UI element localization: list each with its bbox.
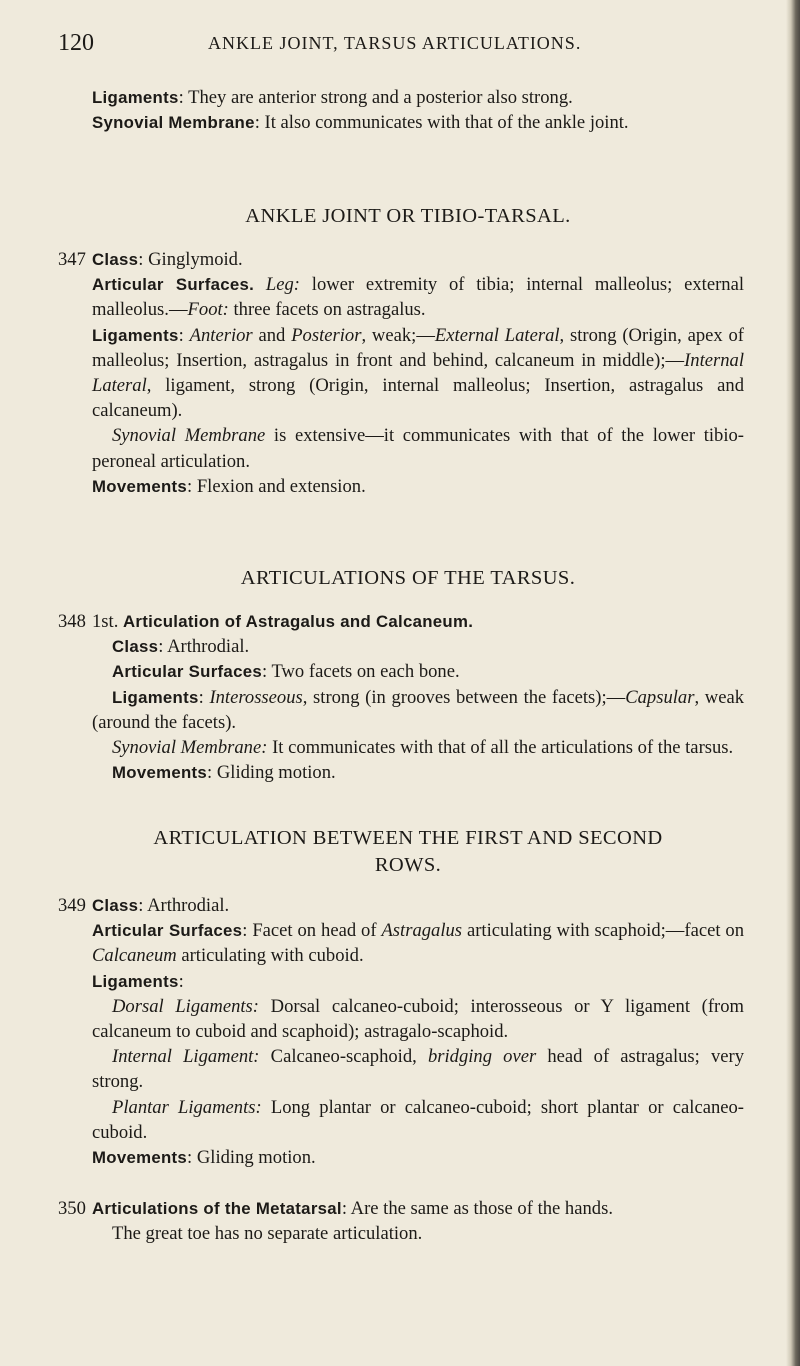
page-edge-shadow <box>786 0 800 1366</box>
class-line: Class: Arthrodial. <box>92 895 230 916</box>
movements-line: Movements: Flexion and extension. <box>92 475 366 497</box>
ligaments-paragraph: Ligaments: Anterior and Posterior, weak;—External Lateral, strong (Origin, apex of malleolus; Insertion, astragalus in front and behind, calcaneum in middle);—Internal Lateral, ligament, strong (Origin, internal malleolus; Insertion, astragalus and calcaneum). <box>92 324 744 422</box>
section-348 <box>58 609 744 785</box>
class-line: Class: Arthrodial. <box>112 636 250 658</box>
articular-surfaces-paragraph: Articular Surfaces. Leg: lower extremity of tibia; internal malleolus; external malleolus.—Foot: three facets on astragalus. <box>92 274 744 321</box>
class-line: Class: Ginglymoid. <box>92 249 243 270</box>
intro-block <box>92 85 744 135</box>
section-number-348: 348 <box>58 611 86 632</box>
intro-ligaments-line: Ligaments: They are anterior strong and a posterior also strong. <box>92 87 573 108</box>
articular-surfaces-line: Articular Surfaces: Two facets on each bone. <box>112 661 460 683</box>
articular-surfaces-paragraph: Articular Surfaces: Facet on head of Astragalus articulating with scaphoid;—facet on Calcaneum articulating with cuboid. <box>92 920 745 967</box>
section-350 <box>58 1196 744 1246</box>
section-heading-ankle-joint: ANKLE JOINT OR TIBIO-TARSAL. <box>245 205 571 227</box>
synovial-membrane-paragraph: Synovial Membrane: It communicates with that of all the articulations of the tarsus. <box>112 737 734 759</box>
plantar-ligaments-paragraph: Plantar Ligaments: Long plantar or calcaneo-cuboid; short plantar or calcaneo-cuboid. <box>92 1096 744 1143</box>
movements-line: Movements: Gliding motion. <box>92 1147 316 1169</box>
ligaments-line: Ligaments: <box>92 970 184 992</box>
label-ligaments: Ligaments <box>92 88 179 107</box>
section-number-347: 347 <box>58 249 86 270</box>
metatarsal-paragraph: Articulations of the Metatarsal: Are the same as those of the hands. <box>92 1198 613 1219</box>
section-heading-first-second-rows: ARTICULATION BETWEEN THE FIRST AND SECOND ROWS. <box>153 827 663 876</box>
page-number: 120 <box>58 30 94 56</box>
section-number-349: 349 <box>58 895 86 916</box>
label-synovial-membrane: Synovial Membrane <box>92 113 255 133</box>
synovial-membrane-paragraph: Synovial Membrane is extensive—it communicates with that of the lower tibio-peroneal articulation. <box>92 425 744 472</box>
section-heading-tarsus: ARTICULATIONS OF THE TARSUS. <box>240 567 576 589</box>
page-header <box>58 30 758 60</box>
internal-ligament-paragraph: Internal Ligament: Calcaneo-scaphoid, bridging over head of astragalus; very strong. <box>92 1046 745 1093</box>
dorsal-ligaments-paragraph: Dorsal Ligaments: Dorsal calcaneo-cuboid; interosseous or Y ligament (from calcaneum to cuboid and scaphoid); astragalo-scaphoid. <box>92 995 744 1043</box>
movements-line: Movements: Gliding motion. <box>112 762 336 784</box>
ligaments-paragraph: Ligaments: Interosseous, strong (in grooves between the facets);—Capsular, weak (around the facets). <box>92 686 744 733</box>
running-head: ANKLE JOINT, TARSUS ARTICULATIONS. <box>208 33 582 53</box>
great-toe-line: The great toe has no separate articulation. <box>112 1223 423 1245</box>
section-349 <box>58 893 745 1170</box>
section-347 <box>58 247 744 499</box>
intro-synovial-line: Synovial Membrane: It also communicates with that of the ankle joint. <box>92 112 629 134</box>
section-number-350: 350 <box>58 1198 86 1219</box>
articulation-title-line: 1st. Articulation of Astragalus and Calcaneum. <box>92 611 474 632</box>
